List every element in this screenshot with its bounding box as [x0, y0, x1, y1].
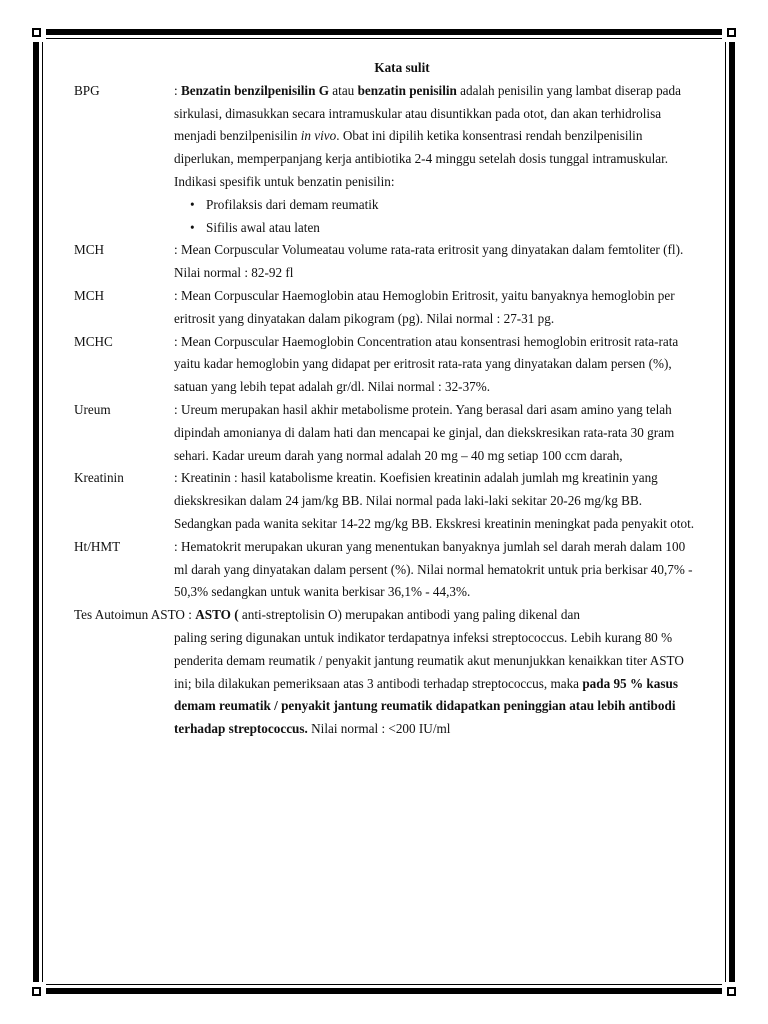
- entry-definition: : Ureum merupakan hasil akhir metabolisme protein. Yang berasal dari asam amino yang telah dipindah amonianya di dalam hati dan mencapai ke ginjal, dan diekskresikan rata-rata 30 gram sehari. Kadar ureum darah yang normal adalah 20 mg – 40 mg setiap 100 ccm darah,: [174, 401, 675, 463]
- entry-term: BPG: [74, 82, 100, 98]
- definition-text: paling sering digunakan untuk indikator terdapatnya infeksi streptococcus. Lebih kurang 80 % penderita demam reumatik / penyakit jantung reumatik akut menunjukkan kenaikkan titer ASTO ini; bila dilakukan pemeriksaan atas 3 antibodi terhadap streptococcus, maka: [174, 629, 684, 691]
- entry-definition: : Hematokrit merupakan ukuran yang menentukan banyaknya jumlah sel darah merah dalam 100 ml darah yang dinyatakan dalam persent (%). Nilai normal hematokrit untuk pria berkisar 40,7% - 50,3% sedangkan untuk wanita berkisar 36,1% - 44,3%.: [174, 538, 693, 600]
- document-body: [74, 57, 700, 741]
- border-corner-top-right: [722, 24, 740, 42]
- entry-term: MCHC: [74, 333, 113, 349]
- definition-text: adalah penisilin yang lambat diserap pada sirkulasi, dimasukkan secara intramuskular atau disuntikkan pada otot, dan akan terhidrolisa menjadi benzilpenisilin: [174, 82, 681, 144]
- border-corner-bottom-right: [722, 982, 740, 1000]
- list-item: • Profilaksis dari demam reumatik: [196, 194, 700, 217]
- glossary-entry-hematokrit: [74, 536, 700, 604]
- bold-term-benzatin-benzilpenisilin: Benzatin benzilpenisilin G: [180, 82, 329, 98]
- glossary-entry-mch-volume: [74, 239, 700, 285]
- definition-text: anti-streptolisin O) merupakan antibodi yang paling dikenal dan: [238, 607, 580, 623]
- entry-term: MCH: [74, 242, 105, 258]
- entry-term: MCH: [74, 287, 105, 303]
- definition-text: atau: [329, 82, 358, 98]
- entry-term: Ht/HMT: [74, 538, 121, 554]
- glossary-entry-ureum: [74, 399, 700, 467]
- definition-colon: :: [184, 607, 196, 623]
- entry-definition: [174, 80, 700, 240]
- entry-term: Kreatinin: [74, 470, 124, 486]
- bold-finding: pada 95 % kasus demam reumatik / penyakit jantung reumatik didapatkan peninggian atau lebih antibodi terhadap streptococcus.: [174, 675, 678, 737]
- definition-text: . Obat ini dipilih ketika konsentrasi rendah benzilpenisilin diperlukan, memperpanjang kerja antibiotika 2-4 minggu setelah dosis tunggal intramuskular.: [174, 128, 669, 167]
- entry-definition: : Mean Corpuscular Haemoglobin Concentration atau konsentrasi hemoglobin eritrosit rata-rata yaitu kadar hemoglobin yang didapat per eritrosit rata-rata yang dinyatakan dalam persen (%), satuan yang lebih tepat adalah gr/dl. Nilai normal : 32-37%.: [174, 333, 679, 395]
- border-corner-top-left: [28, 24, 46, 42]
- indication-heading: Indikasi spesifik untuk benzatin penisilin:: [174, 173, 395, 189]
- bold-term-asto: ASTO (: [195, 607, 239, 623]
- glossary-entry-mch-haemoglobin: [74, 285, 700, 331]
- entry-definition: : Mean Corpuscular Volumeatau volume rata-rata eritrosit yang dinyatakan dalam femtoliter (fl). Nilai normal : 82-92 fl: [174, 242, 684, 281]
- entry-definition: : Kreatinin : hasil katabolisme kreatin. Koefisien kreatinin adalah jumlah mg kreatinin yang diekskresikan dalam 24 jam/kg BB. Nilai normal pada laki-laki sekitar 20-26 mg/kg BB. Sedangkan pada wanita sekitar 14-22 mg/kg BB. Ekskresi kreatinin meningkat pada penyakit otot.: [174, 470, 695, 531]
- page-title: Kata sulit: [374, 60, 430, 75]
- glossary-entry-bpg: [74, 80, 700, 240]
- indication-list: [174, 194, 700, 240]
- normal-value: Nilai normal : <200 IU/ml: [307, 721, 451, 737]
- definition-colon: :: [174, 82, 181, 98]
- entry-definition: : Mean Corpuscular Haemoglobin atau Hemoglobin Eritrosit, yaitu banyaknya hemoglobin per eritrosit yang dinyatakan dalam pikogram (pg). Nilai normal : 27-31 pg.: [174, 287, 675, 326]
- list-item: • Sifilis awal atau laten: [196, 217, 700, 240]
- entry-term: Tes Autoimun ASTO: [74, 607, 185, 623]
- border-corner-bottom-left: [28, 982, 46, 1000]
- glossary-entry-kreatinin: [74, 467, 700, 535]
- bold-term-benzatin-penisilin: benzatin penisilin: [357, 82, 457, 98]
- glossary-entry-asto-first-line: [74, 604, 700, 627]
- glossary-entry-asto-definition: [74, 627, 700, 741]
- glossary-entry-mchc: [74, 331, 700, 399]
- italic-in-vivo: in vivo: [300, 128, 337, 144]
- entry-term: Ureum: [74, 401, 111, 417]
